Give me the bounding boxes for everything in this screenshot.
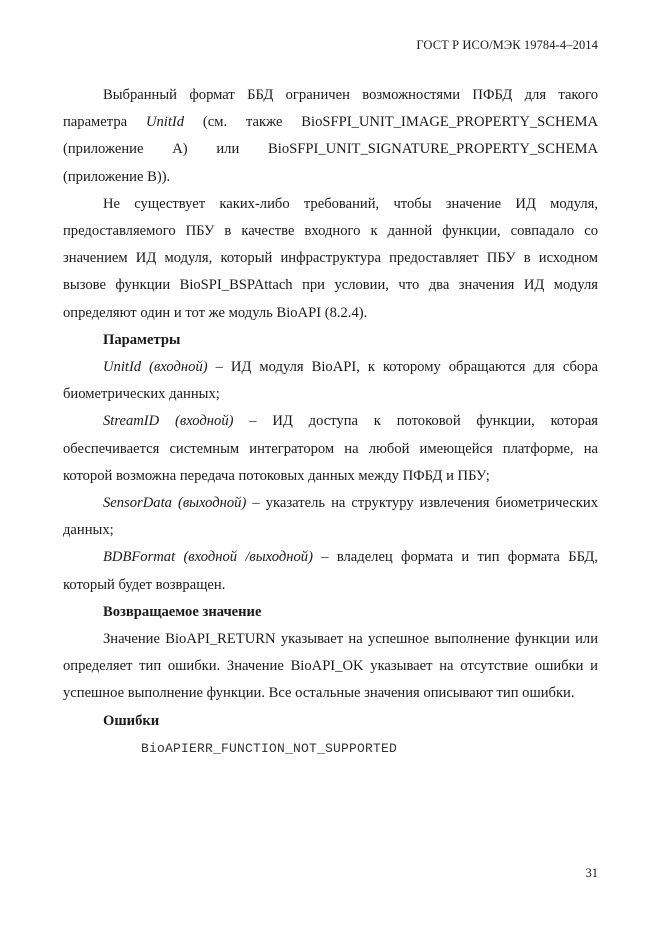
- param-desc: – ИД модуля BioAPI, к которому обращаются для сбора биометрических данных;: [63, 359, 598, 403]
- param-desc: – ИД доступа к потоковой функции, которая обеспечивается системным интегратором на любой имеющейся платформе, на которой возможна передача потоковых данных между ПФБД и ПБУ;: [63, 413, 599, 484]
- unitid-term: UnitId: [145, 114, 185, 131]
- param-item: [63, 408, 598, 490]
- document-header: ГОСТ Р ИСО/МЭК 19784-4–2014: [416, 38, 598, 52]
- param-name: UnitId (входной): [103, 359, 208, 376]
- param-name: BDBFormat (входной /выходной): [103, 549, 313, 566]
- param-item: [63, 490, 598, 544]
- param-desc: – владелец формата и тип формата ББД, который будет возвращен.: [63, 549, 598, 593]
- param-item: [63, 544, 598, 598]
- param-name: SensorData (выходной): [103, 495, 247, 512]
- page-number: 31: [585, 866, 598, 880]
- document-body: [63, 82, 598, 762]
- return-value-text: Значение BioAPI_RETURN указывает на успешное выполнение функции или определяет тип ошибки. Значение BioAPI_OK указывает на отсутствие ошибки и успешное выполнение функции. Все остальные значения описывают тип ошибки.: [63, 631, 598, 702]
- param-item: [63, 354, 598, 408]
- error-code: BioAPIERR_FUNCTION_NOT_SUPPORTED: [141, 740, 398, 756]
- errors-heading: Ошибки: [103, 712, 160, 729]
- param-name: StreamID (входной): [103, 413, 234, 430]
- return-value-heading: Возвращаемое значение: [103, 603, 262, 620]
- parameters-heading: Параметры: [103, 331, 181, 348]
- param-desc: – указатель на структуру извлечения биометрических данных;: [63, 495, 599, 539]
- paragraph-unit-id-requirements: Не существует каких-либо требований, чтобы значение ИД модуля, предоставляемого ПБУ в качестве входного к данной функции, совпадало со значением ИД модуля, который инфраструктура предоставляет ПБУ в исходном вызове функции BioSPI_BSPAttach при условии, что два значения ИД модуля определяют один и тот же модуль BioAPI (8.2.4).: [63, 195, 598, 321]
- paragraph-format-restriction: Выбранный формат ББД ограничен возможностями ПФБД для такого параметра UnitId (см. также BioSFPI_UNIT_IMAGE_PROPERTY_SCHEMA (приложение А) или BioSFPI_UNIT_SIGNATURE_PROPERTY_SCHEMA (приложение В)).: [63, 87, 598, 185]
